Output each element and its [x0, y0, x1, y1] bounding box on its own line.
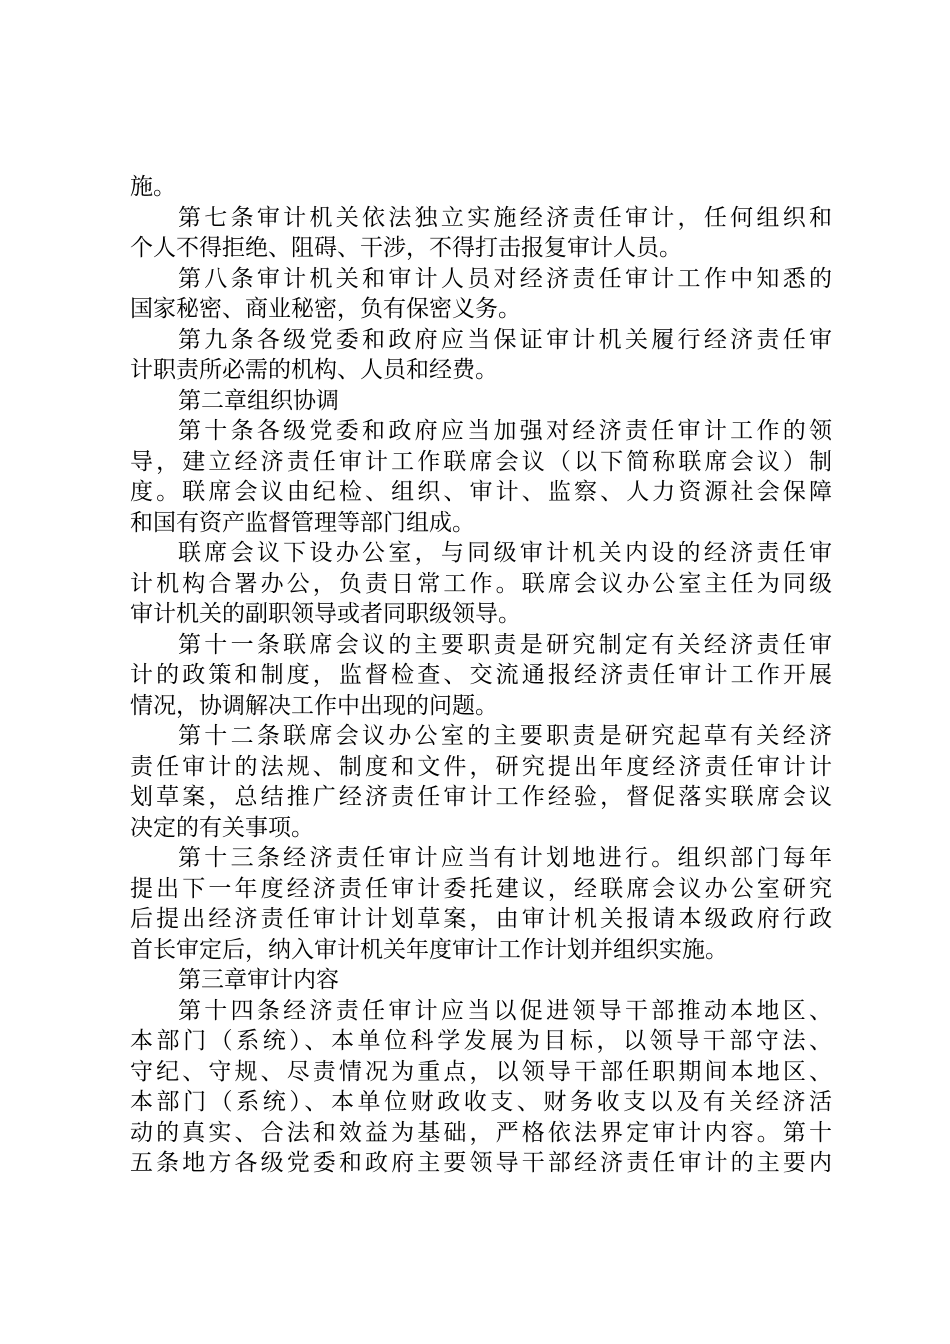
- text-line: 划草案，总结推广经济责任审计工作经验，督促落实联席会议: [130, 784, 832, 810]
- text-line: 第十三条经济责任审计应当有计划地进行。组织部门每年: [178, 845, 832, 871]
- text-line: 五条地方各级党委和政府主要领导干部经济责任审计的主要内: [130, 1150, 832, 1176]
- text-line: 计职责所必需的机构、人员和经费。: [130, 357, 498, 383]
- text-line: 第九条各级党委和政府应当保证审计机关履行经济责任审: [178, 326, 832, 353]
- text-line: 守纪、守规、尽责情况为重点，以领导干部任职期间本地区、: [130, 1058, 832, 1085]
- text-line: 后提出经济责任审计计划草案，由审计机关报请本级政府行政: [130, 906, 832, 932]
- text-line: 计的政策和制度，监督检查、交流通报经济责任审计工作开展: [130, 662, 832, 688]
- text-line: 第十四条经济责任审计应当以促进领导干部推动本地区、: [178, 997, 832, 1024]
- text-line: 计机构合署办公，负责日常工作。联席会议办公室主任为同级: [130, 570, 832, 597]
- text-line: 第八条审计机关和审计人员对经济责任审计工作中知悉的: [178, 265, 832, 292]
- text-line: 本部门（系统）、本单位财政收支、财务收支以及有关经济活: [130, 1089, 832, 1115]
- text-line: 和国有资产监督管理等部门组成。: [130, 509, 475, 536]
- text-line: 个人不得拒绝、阻碍、干涉，不得打击报复审计人员。: [130, 235, 682, 261]
- text-line: 联席会议下设办公室，与同级审计机关内设的经济责任审: [178, 540, 832, 566]
- text-line: 第十条各级党委和政府应当加强对经济责任审计工作的领: [178, 418, 832, 444]
- text-line: 第十一条联席会议的主要职责是研究制定有关经济责任审: [178, 631, 832, 658]
- text-line: 第十二条联席会议办公室的主要职责是研究起草有关经济: [178, 723, 832, 749]
- text-line: 首长审定后，纳入审计机关年度审计工作计划并组织实施。: [130, 936, 728, 963]
- text-line: 提出下一年度经济责任审计委托建议，经联席会议办公室研究: [130, 875, 832, 902]
- text-line: 度。联席会议由纪检、组织、审计、监察、人力资源社会保障: [130, 479, 832, 505]
- text-line: 决定的有关事项。: [130, 814, 314, 841]
- text-line: 施。: [130, 174, 176, 200]
- text-line: 情况，协调解决工作中出现的问题。: [130, 692, 498, 719]
- text-line: 动的真实、合法和效益为基础，严格依法界定审计内容。第十: [130, 1119, 832, 1146]
- text-line: 责任审计的法规、制度和文件，研究提出年度经济责任审计计: [130, 753, 832, 780]
- document-body: [130, 172, 832, 1179]
- text-line: 第二章组织协调: [178, 387, 339, 414]
- text-line: 第三章审计内容: [178, 967, 339, 993]
- text-line: 审计机关的副职领导或者同职级领导。: [130, 601, 521, 627]
- text-line: 导，建立经济责任审计工作联席会议（以下简称联席会议）制: [130, 448, 832, 475]
- text-line: 国家秘密、商业秘密，负有保密义务。: [130, 296, 521, 322]
- text-line: 本部门（系统）、本单位科学发展为目标，以领导干部守法、: [130, 1028, 832, 1054]
- text-line: 第七条审计机关依法独立实施经济责任审计，任何组织和: [178, 204, 832, 231]
